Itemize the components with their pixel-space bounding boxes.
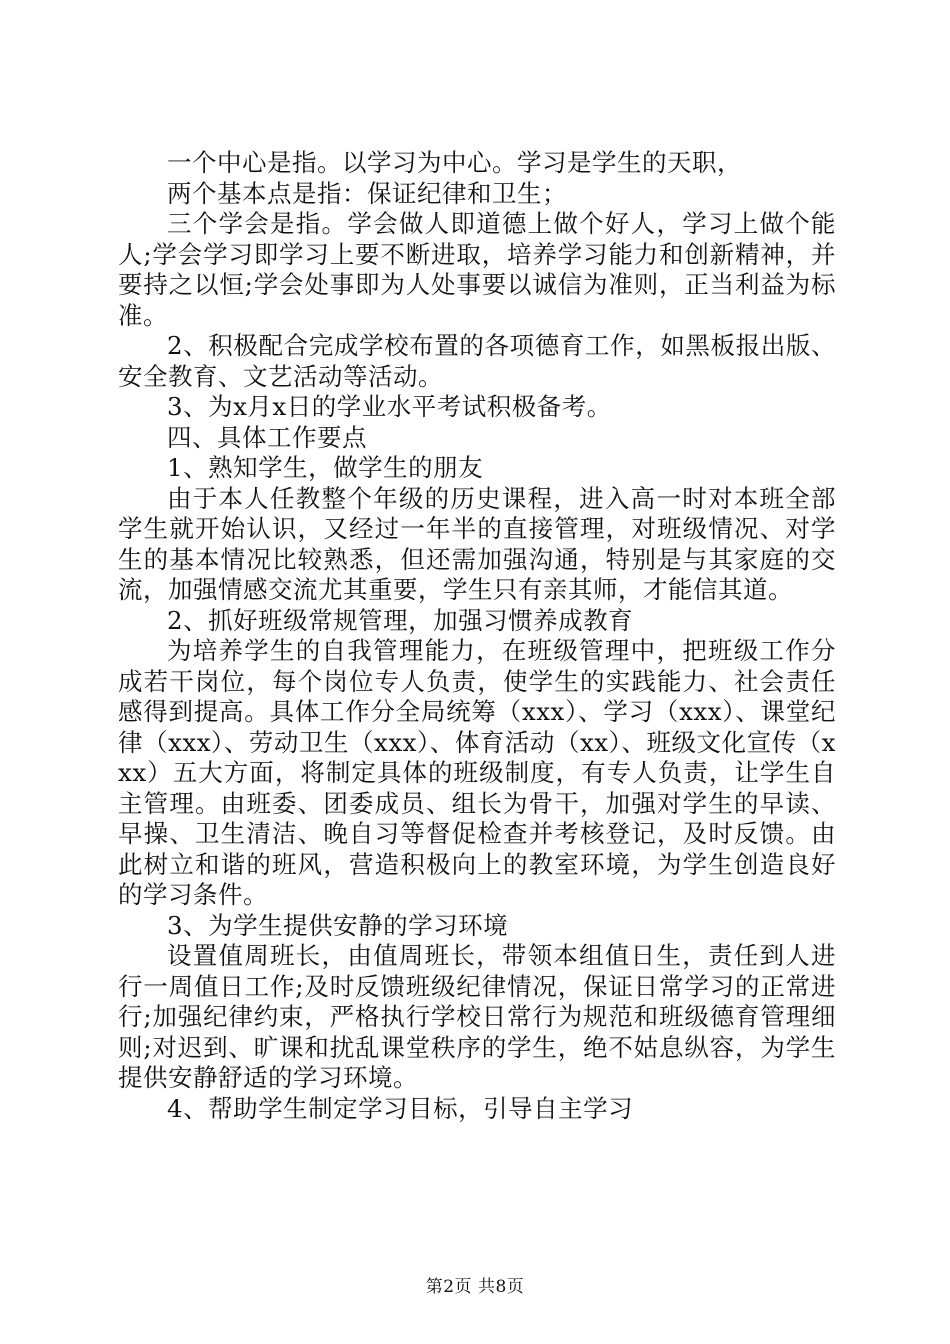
section-heading-key-points: 四、具体工作要点 bbox=[167, 422, 367, 452]
paragraph-item-3-exam: 3、为x月x日的学业水平考试积极备考。 bbox=[167, 392, 612, 421]
subheading-learning-goals: 4、帮助学生制定学习目标，引导自主学习 bbox=[167, 1093, 634, 1123]
paragraph-class-management: 为培养学生的自我管理能力，在班级管理中，把班级工作分成若干岗位，每个岗位专人负责，使学生的实践能力、社会责任感得到提高。具体工作分全局统筹（xxx）、学习（xxx）、课堂纪律（xxx）、劳动卫生（xxx）、体育活动（xx）、班级文化宣传（xxx）五大方面，将制定具体的班级制度，有专人负责，让学生自主管理。由班委、团委成员、组长为骨干，加强对学生的早读、早操、卫生清洁、晚自习等督促检查并考核登记，及时反馈。由此树立和谐的班风，营造积极向上的教室环境，为学生创造良好的学习条件。 bbox=[118, 636, 836, 909]
page-number-footer: 第2页 共8页 bbox=[425, 1277, 525, 1297]
subheading-class-management: 2、抓好班级常规管理，加强习惯养成教育 bbox=[167, 605, 634, 635]
paragraph-know-students: 由于本人任教整个年级的历史课程，进入高一时对本班全部学生就开始认识，又经过一年半的直接管理，对班级情况、对学生的基本情况比较熟悉，但还需加强沟通，特别是与其家庭的交流，加强情感交流尤其重要，学生只有亲其师，才能信其道。 bbox=[118, 483, 836, 604]
document-body bbox=[118, 148, 836, 1124]
paragraph-two-basics: 两个基本点是指：保证纪律和卫生； bbox=[167, 178, 567, 208]
paragraph-one-center: 一个中心是指。以学习为中心。学习是学生的天职， bbox=[167, 148, 742, 177]
subheading-quiet-environment: 3、为学生提供安静的学习环境 bbox=[167, 910, 509, 940]
paragraph-three-learn: 三个学会是指。学会做人即道德上做个好人，学习上做个能人;学会学习即学习上要不断进取，培养学习能力和创新精神，并要持之以恒;学会处事即为人处事要以诚信为准则，正当利益为标准。 bbox=[118, 209, 836, 330]
subheading-know-students: 1、熟知学生，做学生的朋友 bbox=[167, 453, 484, 482]
paragraph-quiet-environment: 设置值周班长，由值周班长，带领本组值日生，责任到人进行一周值日工作;及时反馈班级纪律情况，保证日常学习的正常进行;加强纪律约束，严格执行学校日常行为规范和班级德育管理细则;对迟到、旷课和扰乱课堂秩序的学生，绝不姑息纵容，为学生提供安静舒适的学习环境。 bbox=[118, 941, 836, 1092]
paragraph-item-2-moral: 2、积极配合完成学校布置的各项德育工作，如黑板报出版、安全教育、文艺活动等活动。 bbox=[118, 331, 836, 391]
